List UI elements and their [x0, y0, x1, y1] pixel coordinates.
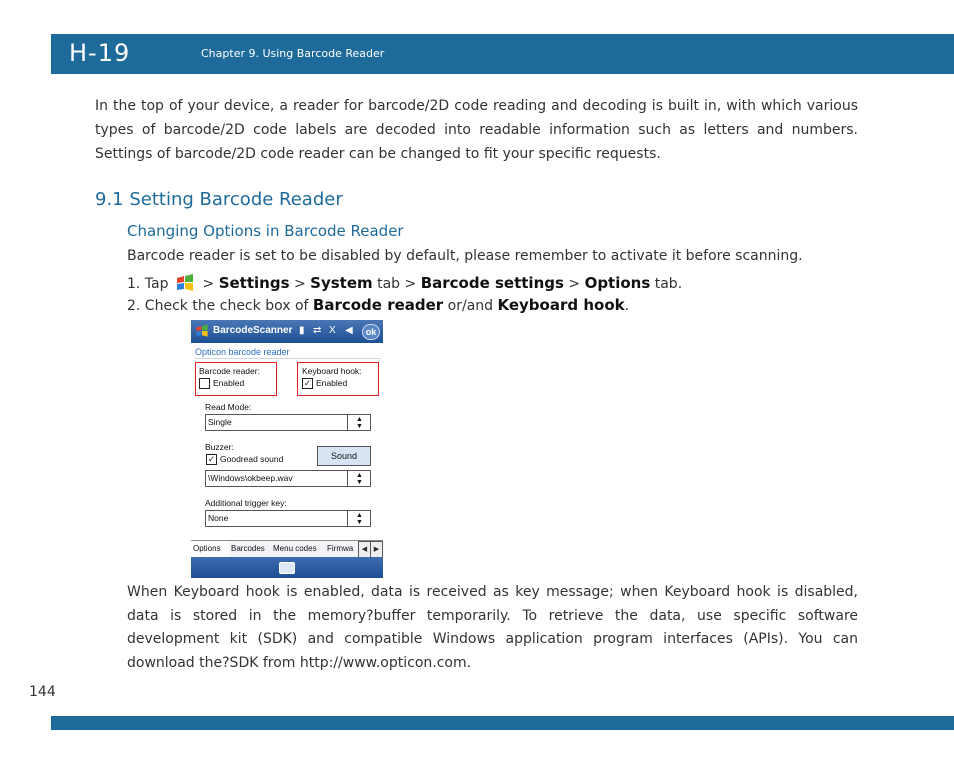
barcode-enabled-checkbox[interactable]	[199, 378, 210, 389]
read-mode-value: Single	[208, 417, 232, 427]
spin-down-icon: ▼	[356, 519, 363, 526]
keyboard-enabled-label: Enabled	[316, 378, 348, 388]
step-1-sep2: >	[293, 276, 306, 292]
intro-paragraph: In the top of your device, a reader for barcode/2D code reading and decoding is built in, with which various types of barcode/2D code labels are decoded into readable information such as letters and numbers. Settings of barcode/2D code reader can be changed to fit your specific requests.	[95, 98, 858, 162]
spin-up-icon: ▲	[356, 512, 363, 519]
step-2-andor: or/and	[447, 298, 494, 314]
step-1-tab-word: tab	[377, 276, 401, 292]
step-2	[127, 296, 629, 314]
tab-barcodes[interactable]: Barcodes	[229, 541, 272, 557]
device-menu-bar	[191, 557, 383, 578]
trigger-key-label: Additional trigger key:	[205, 498, 287, 508]
signal-icon: Χ	[329, 325, 336, 336]
step-2-prefix: 2. Check the check box of	[127, 298, 309, 314]
device-ok-button[interactable]: ok	[362, 324, 380, 340]
barcode-reader-label: Barcode reader:	[199, 366, 260, 376]
goodread-checkbox[interactable]: ✓	[207, 454, 216, 464]
spin-up-icon: ▲	[356, 416, 363, 423]
sound-file-select[interactable]	[205, 470, 371, 487]
subsection-title: Changing Options in Barcode Reader	[127, 222, 404, 240]
chapter-title: Chapter 9. Using Barcode Reader	[201, 47, 385, 60]
buzzer-label: Buzzer:	[205, 442, 234, 452]
keyboard-hook-label: Keyboard hook:	[302, 366, 362, 376]
read-mode-select[interactable]	[205, 414, 371, 431]
trigger-key-value: None	[208, 513, 229, 523]
default-note: Barcode reader is set to be disabled by default, please remember to activate it before scanning.	[127, 248, 803, 264]
device-title-bar	[191, 320, 383, 343]
model-name: H-19	[69, 39, 131, 67]
tab-menu-codes[interactable]: Menu codes	[271, 541, 326, 557]
device-tab-strip	[191, 540, 383, 558]
read-mode-spinner[interactable]	[347, 415, 370, 430]
step-1-sep4: >	[568, 276, 581, 292]
page-number: 144	[29, 684, 56, 700]
device-screenshot	[191, 320, 383, 578]
step-1-tab-word2: tab.	[654, 276, 683, 292]
step-2-suffix: .	[624, 298, 630, 314]
device-start-icon[interactable]	[195, 324, 209, 343]
tab-firmware[interactable]: Firmwa	[325, 541, 360, 557]
tab-scroll-left-icon[interactable]: ◀	[358, 541, 371, 558]
footer-bar	[51, 716, 954, 730]
step-1-settings: Settings	[218, 274, 290, 292]
spin-down-icon: ▼	[356, 479, 363, 486]
windows-start-icon	[175, 274, 195, 292]
device-heading: Opticon barcode reader	[195, 347, 290, 357]
keyboard-enabled-checkbox[interactable]: ✓	[303, 378, 312, 388]
device-divider	[195, 358, 381, 359]
device-app-title: BarcodeScanner	[213, 325, 293, 336]
step-1-system: System	[310, 274, 373, 292]
step-1	[127, 274, 682, 292]
step-1-sep1: >	[202, 276, 215, 292]
keyboard-icon[interactable]	[279, 562, 295, 574]
step-1-options: Options	[584, 274, 651, 292]
step-1-sep3: >	[404, 276, 417, 292]
step-1-barcode-settings: Barcode settings	[420, 274, 564, 292]
barcode-enabled-label: Enabled	[213, 378, 245, 388]
trigger-key-select[interactable]	[205, 510, 371, 527]
spin-down-icon: ▼	[356, 423, 363, 430]
connectivity-icon: ⇄	[313, 325, 322, 336]
tab-options[interactable]: Options	[191, 541, 230, 557]
tab-scroll-right-icon[interactable]: ▶	[370, 541, 383, 558]
header-bar	[51, 34, 954, 74]
sound-button[interactable]: Sound	[317, 446, 371, 466]
battery-icon: ▮	[299, 325, 305, 336]
step-2-barcode-reader: Barcode reader	[312, 296, 444, 314]
goodread-label: Goodread sound	[220, 454, 284, 464]
step-1-prefix: 1. Tap	[127, 276, 169, 292]
read-mode-label: Read Mode:	[205, 402, 252, 412]
volume-icon: ◀	[345, 325, 353, 336]
section-title: 9.1 Setting Barcode Reader	[95, 189, 343, 210]
spin-up-icon: ▲	[356, 472, 363, 479]
sound-file-spinner[interactable]	[347, 471, 370, 486]
sound-file-value: \Windows\okbeep.wav	[208, 473, 293, 483]
step-2-keyboard-hook: Keyboard hook	[497, 296, 625, 314]
trigger-key-spinner[interactable]	[347, 511, 370, 526]
closing-paragraph: When Keyboard hook is enabled, data is received as key message; when Keyboard hook is disabled, data is stored in the memory?buffer temporarily. To retrieve the data, use specific software development kit (SDK) and compatible Windows application program interfaces (APIs). You can download the?SDK from http://www.opticon.com.	[127, 584, 858, 671]
